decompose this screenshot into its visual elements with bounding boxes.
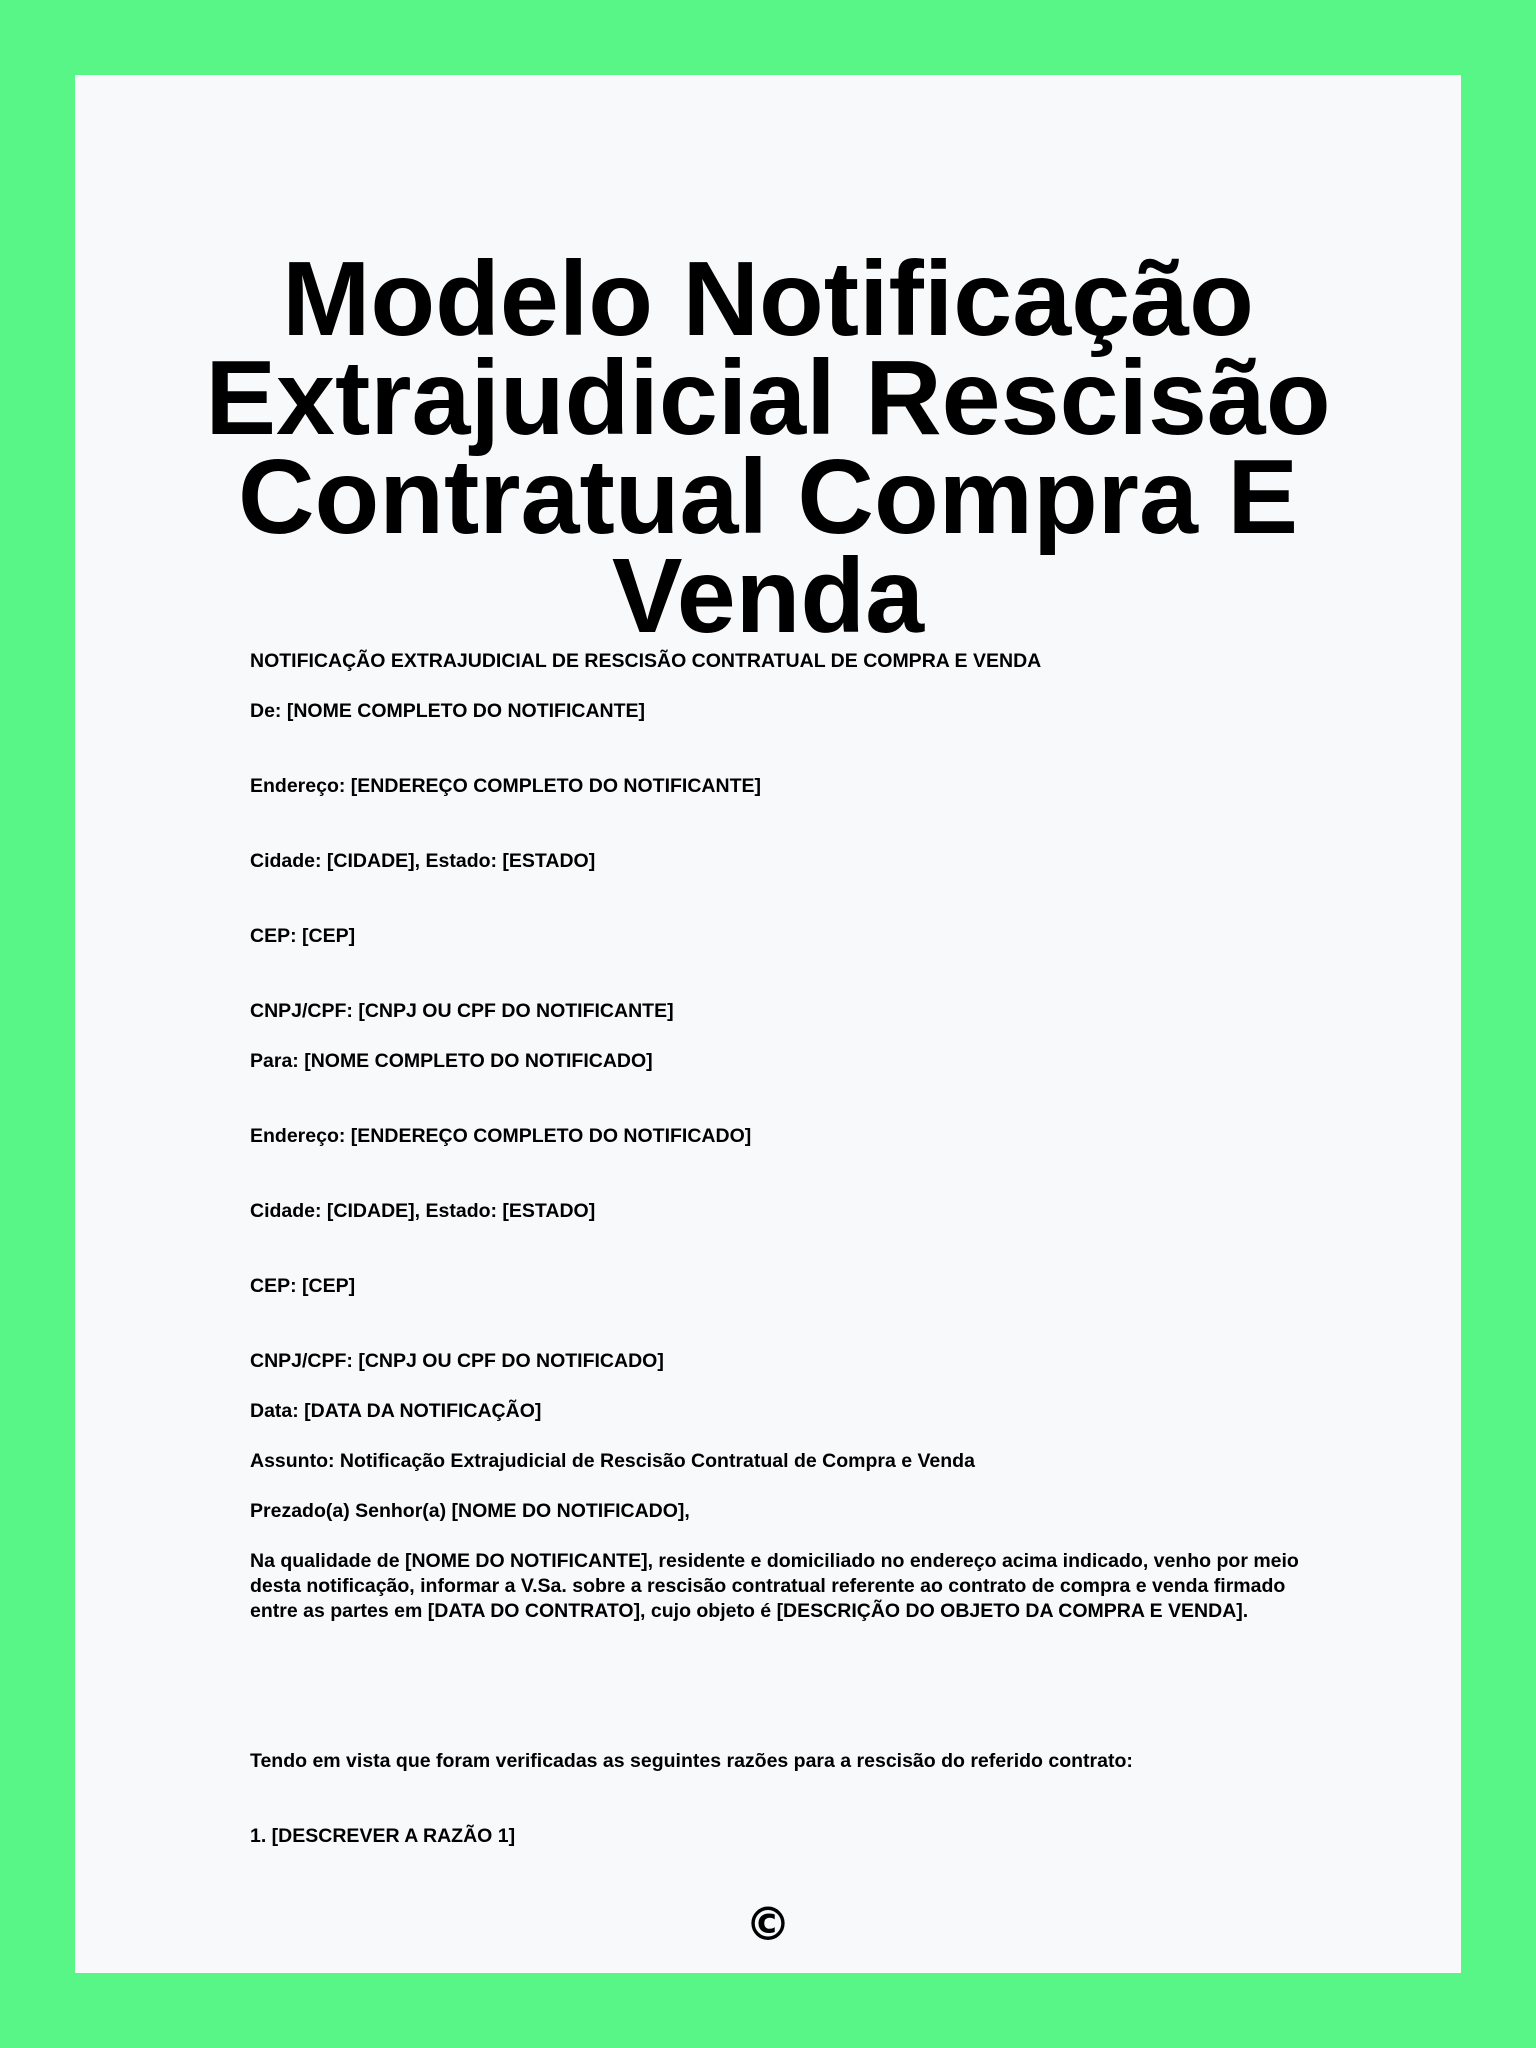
sender-city-state: Cidade: [CIDADE], Estado: [ESTADO] bbox=[250, 850, 596, 872]
sender-address: Endereço: [ENDEREÇO COMPLETO DO NOTIFICANTE] bbox=[250, 775, 761, 797]
recipient-address: Endereço: [ENDEREÇO COMPLETO DO NOTIFICADO] bbox=[250, 1125, 752, 1147]
copyright-icon: © bbox=[745, 1897, 791, 1951]
reason-item-1: 1. [DESCREVER A RAZÃO 1] bbox=[250, 1825, 516, 1847]
document-page bbox=[75, 75, 1461, 1973]
recipient-cep: CEP: [CEP] bbox=[250, 1275, 356, 1297]
sender-name: De: [NOME COMPLETO DO NOTIFICANTE] bbox=[250, 700, 646, 722]
document-title: Modelo Notificação Extrajudicial Rescisão Contratual Compra E Venda bbox=[205, 240, 1331, 655]
recipient-cnpj-cpf: CNPJ/CPF: [CNPJ OU CPF DO NOTIFICADO] bbox=[250, 1350, 664, 1372]
notification-heading: NOTIFICAÇÃO EXTRAJUDICIAL DE RESCISÃO CONTRATUAL DE COMPRA E VENDA bbox=[250, 650, 1042, 672]
recipient-name: Para: [NOME COMPLETO DO NOTIFICADO] bbox=[250, 1050, 653, 1072]
sender-cep: CEP: [CEP] bbox=[250, 925, 356, 947]
paragraph-intro: Na qualidade de [NOME DO NOTIFICANTE], residente e domiciliado no endereço acima indicado, venho por meio desta notificação, informar a V.Sa. sobre a rescisão contratual referente ao contrato de compra e venda firmado entre as partes em [DATA DO CONTRATO], cujo objeto é [DESCRIÇÃO DO OBJETO DA COMPRA E VENDA]. bbox=[250, 1550, 1299, 1622]
sender-cnpj-cpf: CNPJ/CPF: [CNPJ OU CPF DO NOTIFICANTE] bbox=[250, 1000, 674, 1022]
salutation: Prezado(a) Senhor(a) [NOME DO NOTIFICADO], bbox=[250, 1500, 690, 1522]
paragraph-reasons-intro: Tendo em vista que foram verificadas as seguintes razões para a rescisão do referido contrato: bbox=[250, 1750, 1133, 1772]
recipient-city-state: Cidade: [CIDADE], Estado: [ESTADO] bbox=[250, 1200, 596, 1222]
notification-date: Data: [DATA DA NOTIFICAÇÃO] bbox=[250, 1400, 542, 1422]
notification-subject: Assunto: Notificação Extrajudicial de Rescisão Contratual de Compra e Venda bbox=[250, 1450, 975, 1472]
